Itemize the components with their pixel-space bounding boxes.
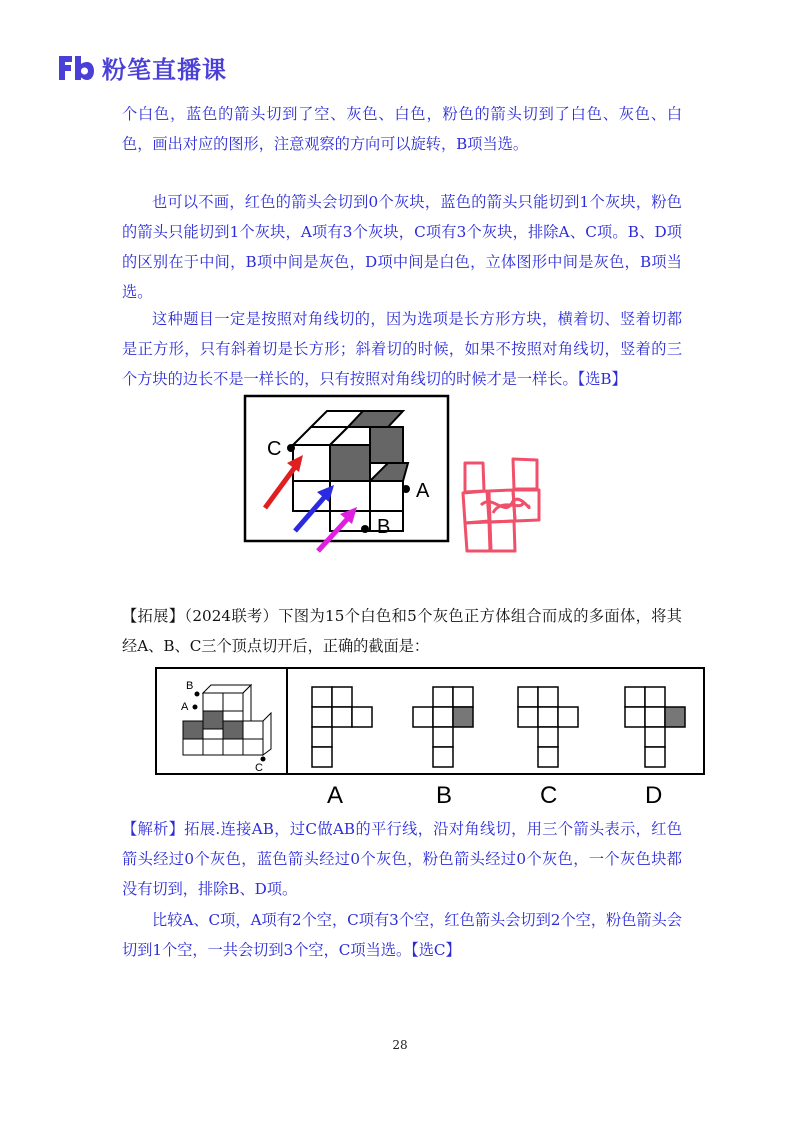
page-number: 28 <box>392 1038 408 1052</box>
brand-logo <box>56 50 227 85</box>
option-a-label: A <box>327 782 344 807</box>
label-b: B <box>377 516 391 538</box>
cube-label-b: B <box>186 680 194 692</box>
fb-logo-icon <box>56 52 96 84</box>
paragraph-2: 也可以不画，红色的箭头会切到0个灰块，蓝色的箭头只能切到1个灰块，粉色的箭头只能切到1个灰块，A项有3个灰块，C项有3个灰块，排除A、C项。B、D项的区别在于中间，B项中间是灰色，D项中间是白色，立体图形中间是灰色，B项当选。 <box>122 193 682 301</box>
brand-name: 粉笔直播课 <box>102 56 227 84</box>
paragraph-4: 【拓展】（2024联考）下图为15个白色和5个灰色正方体组合而成的多面体，将其经A、B、C三个顶点切开后，正确的截面是： <box>122 607 682 655</box>
option-d-label: D <box>645 782 663 807</box>
label-a: A <box>416 480 430 502</box>
cube-label-c: C <box>255 762 263 774</box>
option-c-label: C <box>540 782 558 807</box>
label-c: C <box>267 438 282 460</box>
extension-question-figure <box>155 667 707 807</box>
paragraph-5: 【解析】拓展.连接AB，过C做AB的平行线，沿对角线切，用三个箭头表示，红色箭头经过0个灰色，蓝色箭头经过0个灰色，粉色箭头经过0个灰色，一个灰色块都没有切到，排除B、D项。 <box>122 820 682 898</box>
paragraph-6: 比较A、C项，A项有2个空，C项有3个空，红色箭头会切到2个空，粉色箭头会切到1个空，一共会切到3个空，C项当选。【选C】 <box>122 911 682 959</box>
cube-arrow-figure <box>243 393 563 558</box>
option-b-label: B <box>436 782 453 807</box>
paragraph-3: 这种题目一定是按照对角线切的，因为选项是长方形方块，横着切、竖着切都是正方形，只有斜着切是长方形；斜着切的时候，如果不按照对角线切，竖着的三个方块的边长不是一样长的，只有按照对角线切的时候才是一样长。【选B】 <box>122 310 682 388</box>
paragraph-1: 个白色，蓝色的箭头切到了空、灰色、白色，粉色的箭头切到了白色、灰色、白色，画出对应的图形，注意观察的方向可以旋转，B项当选。 <box>122 105 682 153</box>
hand-sketch <box>463 459 539 551</box>
cube-label-a: A <box>181 701 189 713</box>
